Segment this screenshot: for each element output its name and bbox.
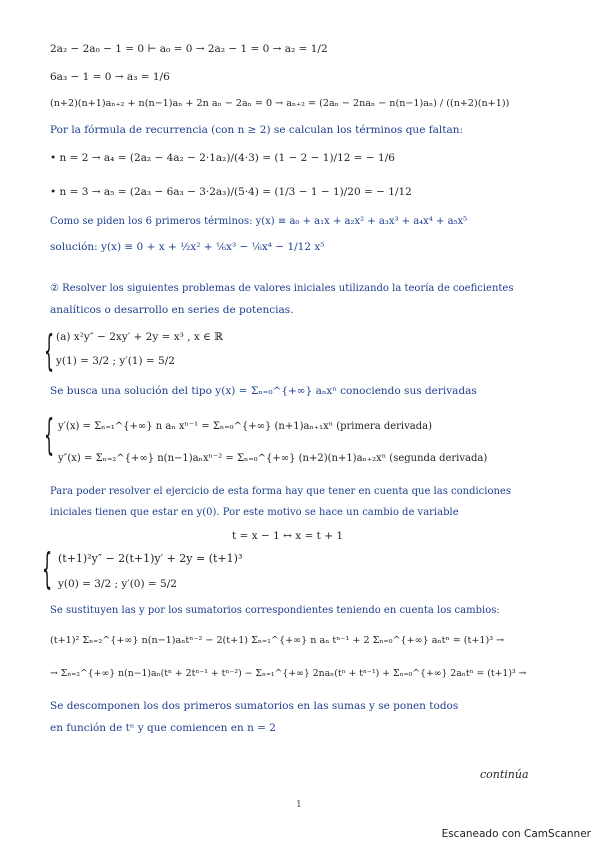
line-16: Para poder resolver el ejercicio de esta forma hay que tener en cuenta que las condiciones — [50, 486, 511, 497]
scanner-footer-text: Escaneado con CamScanner — [441, 828, 591, 840]
brace-system-a: { — [44, 326, 55, 376]
page-number: 1 — [296, 800, 302, 810]
line-9: ② Resolver los siguientes problemas de valores iniciales utilizando la teoría de coeficientes — [50, 283, 514, 294]
brace-derivatives: { — [44, 410, 55, 460]
line-23: → Σₙ₌₂^{+∞} n(n−1)aₙ(tⁿ + 2tⁿ⁻¹ + tⁿ⁻²) − Σₙ₌₁^{+∞} 2naₙ(tⁿ + tⁿ⁻¹) + Σₙ₌₀^{+∞} 2aₙtⁿ = (t+1)³ → — [50, 668, 527, 679]
line-7: Como se piden los 6 primeros términos: y(x) ≡ a₀ + a₁x + a₂x² + a₃x³ + a₄x⁴ + a₅x⁵ — [50, 216, 468, 227]
line-21: Se sustituyen las y por los sumatorios correspondientes teniendo en cuenta los cambios: — [50, 605, 500, 616]
line-5: • n = 2 → a₄ = (2a₂ − 4a₂ − 2·1a₂)/(4·3) = (1 − 2 − 1)/12 = − 1/6 — [50, 152, 395, 164]
line-18: t = x − 1 ↔ x = t + 1 — [232, 530, 344, 542]
line-2: 6a₃ − 1 = 0 → a₃ = 1/6 — [50, 71, 170, 83]
line-17: iniciales tienen que estar en y(0). Por este motivo se hace un cambio de variable — [50, 507, 459, 518]
line-4: Por la fórmula de recurrencia (con n ≥ 2) se calculan los términos que faltan: — [50, 124, 464, 136]
line-15: y″(x) = Σₙ₌₂^{+∞} n(n−1)aₙxⁿ⁻² = Σₙ₌₀^{+∞} (n+2)(n+1)aₙ₊₂xⁿ (segunda derivada) — [58, 453, 488, 464]
line-22: (t+1)² Σₙ₌₂^{+∞} n(n−1)aₙtⁿ⁻² − 2(t+1) Σₙ₌₁^{+∞} n aₙ tⁿ⁻¹ + 2 Σₙ₌₀^{+∞} aₙtⁿ = (t+1)³ → — [50, 635, 505, 646]
line-12: y(1) = 3/2 ; y′(1) = 5/2 — [56, 355, 175, 367]
line-11: (a) x²y″ − 2xy′ + 2y = x³ , x ∈ ℝ — [56, 331, 223, 343]
brace-system-t: { — [42, 544, 53, 594]
line-19: (t+1)²y″ − 2(t+1)y′ + 2y = (t+1)³ — [58, 552, 243, 565]
line-3: (n+2)(n+1)aₙ₊₂ + n(n−1)aₙ + 2n aₙ − 2aₙ = 0 → aₙ₊₂ = (2aₙ − 2naₙ − n(n−1)aₙ) / ((n+2)(n+1)) — [50, 98, 510, 109]
scanner-footer-bar — [0, 820, 599, 848]
line-8: solución: y(x) ≡ 0 + x + ½x² + ⅙x³ − ⅙x⁴ − 1/12 x⁵ — [50, 241, 325, 253]
line-13: Se busca una solución del tipo y(x) = Σₙ₌₀^{+∞} aₙxⁿ conociendo sus derivadas — [50, 385, 477, 397]
line-10: analíticos o desarrollo en series de potencias. — [50, 304, 294, 316]
line-6: • n = 3 → a₅ = (2a₃ − 6a₃ − 3·2a₃)/(5·4) = (1/3 − 1 − 1)/20 = − 1/12 — [50, 186, 412, 198]
line-14: y′(x) = Σₙ₌₁^{+∞} n aₙ xⁿ⁻¹ = Σₙ₌₀^{+∞} (n+1)aₙ₊₁xⁿ (primera derivada) — [58, 421, 433, 432]
line-20: y(0) = 3/2 ; y′(0) = 5/2 — [58, 578, 177, 590]
line-24: Se descomponen los dos primeros sumatorios en las sumas y se ponen todos — [50, 700, 459, 712]
continua-note: continúa — [480, 768, 529, 781]
line-25: en función de tⁿ y que comiencen en n = 2 — [50, 722, 276, 734]
line-1: 2a₂ − 2a₀ − 1 = 0 ⊢ a₀ = 0 → 2a₂ − 1 = 0 → a₂ = 1/2 — [50, 43, 328, 55]
